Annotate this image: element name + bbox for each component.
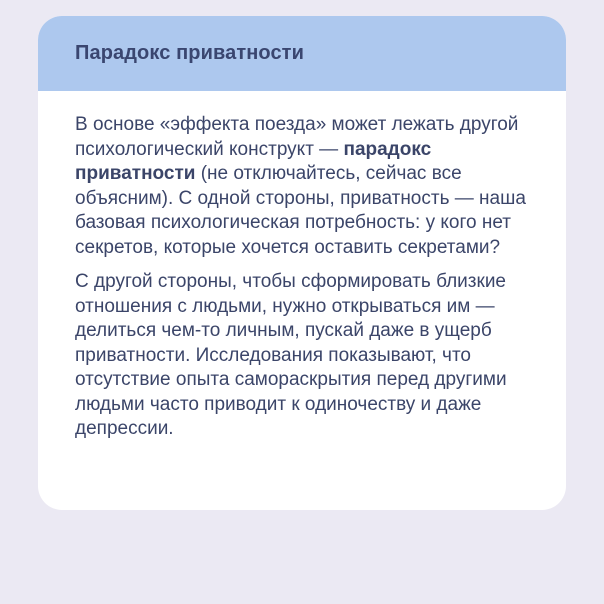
card-header	[38, 16, 566, 91]
paragraph-2: С другой стороны, чтобы сформировать близкие отношения с людьми, нужно открываться им — делиться чем-то личным, пускай даже в ущерб приватности. Исследования показывают, что отсутствие опыта самораскрытия перед другими людьми часто приводит к одиночеству и даже депрессии.	[75, 271, 507, 439]
card-title: Парадокс приватности	[75, 42, 304, 64]
paragraph-1-text-a: В основе «эффекта поезда» может лежать другой психологический конструкт —	[75, 114, 519, 160]
paragraph-1	[75, 113, 540, 260]
paragraph-1-bold-term: парадокс приватности	[75, 138, 432, 184]
card-body	[38, 91, 566, 442]
paragraph-1-text-b: (не отключайтесь, сейчас все объясним). С одной стороны, приватность — наша базовая психологическая потребность: у кого нет секретов, которые хочется оставить секретами?	[75, 163, 526, 258]
info-card	[38, 16, 566, 510]
